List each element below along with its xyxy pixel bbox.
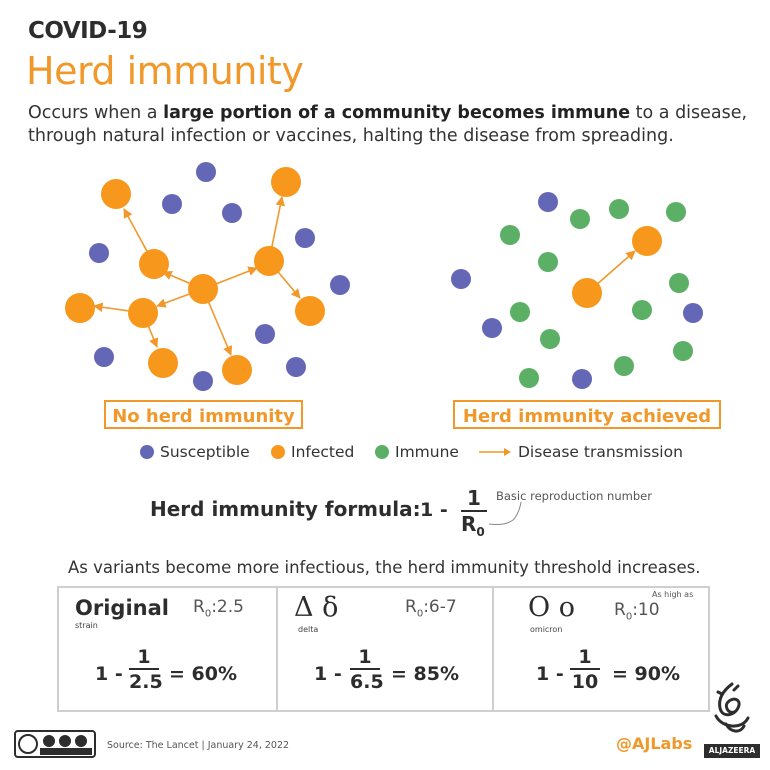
immune-node xyxy=(570,209,590,229)
legend-transmission: Disease transmission xyxy=(518,443,683,461)
susceptible-node xyxy=(89,243,109,263)
calc-fraction: $\frac{1}{10}$ xyxy=(571,646,599,693)
immune-node xyxy=(609,199,629,219)
susceptible-node xyxy=(286,357,306,377)
cc-icons xyxy=(16,732,94,756)
variant-subname: delta xyxy=(298,625,319,634)
calc-prefix: 1 - xyxy=(95,663,123,685)
calc-fraction: $\frac{1}{6.5}$ xyxy=(350,646,384,693)
susceptible-node xyxy=(196,162,216,182)
formula-label: Herd immunity formula: xyxy=(150,497,421,521)
r0-value: $R_0:2.5$ xyxy=(193,597,244,620)
description-pre: Occurs when a xyxy=(28,103,164,123)
variants-caption: As variants become more infectious, the herd immunity threshold increases. xyxy=(68,558,701,577)
immune-node xyxy=(632,300,652,320)
infected-node xyxy=(222,355,252,385)
formula-denominator xyxy=(461,512,485,539)
immune-node xyxy=(500,225,520,245)
susceptible-node xyxy=(94,347,114,367)
susceptible-node xyxy=(572,369,592,389)
formula-prefix: 1 - xyxy=(420,499,448,521)
infected-node xyxy=(139,249,169,279)
infected-node xyxy=(188,274,218,304)
transmission-arrow-icon xyxy=(478,445,512,459)
herd-immunity-formula xyxy=(150,486,680,540)
aljazeera-logo xyxy=(704,680,760,760)
legend-infected: Infected xyxy=(291,443,355,461)
legend-susceptible: Susceptible xyxy=(160,443,250,461)
infected-node xyxy=(148,348,178,378)
variant-subname: strain xyxy=(75,621,98,630)
susceptible-node xyxy=(330,275,350,295)
susceptible-node xyxy=(255,324,275,344)
susceptible-node xyxy=(162,194,182,214)
formula-r-sub: 0 xyxy=(476,525,485,539)
ajlabs-handle: @AJLabs xyxy=(616,734,693,753)
variant-name: Original xyxy=(75,596,169,620)
immune-node xyxy=(669,273,689,293)
calc-prefix: 1 - xyxy=(536,663,564,685)
immune-node xyxy=(666,202,686,222)
variants-table xyxy=(57,586,710,712)
as-high-as-note: As high as xyxy=(652,590,694,599)
infected-node xyxy=(254,246,284,276)
r0-value: $R_0:10$ xyxy=(614,600,660,623)
immune-node xyxy=(614,356,634,376)
infected-legend-dot xyxy=(271,445,285,459)
variant-name: O o xyxy=(528,592,575,623)
herd-immunity-network xyxy=(451,192,703,389)
immune-node xyxy=(510,302,530,322)
infected-node xyxy=(101,179,131,209)
no-herd-immunity-network xyxy=(65,162,350,391)
infected-node xyxy=(271,167,301,197)
source-note: Source: The Lancet | January 24, 2022 xyxy=(107,740,290,751)
formula-numerator: 1 xyxy=(461,486,487,512)
cc-license-badge xyxy=(14,730,96,758)
immune-node xyxy=(538,252,558,272)
aljazeera-logo-icon xyxy=(704,680,760,742)
immune-node xyxy=(519,368,539,388)
logo-wordmark: ALJAZEERA xyxy=(704,744,760,758)
description-bold: large portion of a community becomes immune xyxy=(163,103,631,123)
calc-fraction: $\frac{1}{2.5}$ xyxy=(129,646,163,693)
infected-node xyxy=(632,226,662,256)
variant-delta-cell xyxy=(276,588,494,710)
formula-r: R xyxy=(461,512,477,536)
immune-node xyxy=(540,329,560,349)
susceptible-node xyxy=(482,318,502,338)
page-title: Herd immunity xyxy=(26,49,304,93)
basic-reproduction-note: Basic reproduction number xyxy=(496,489,652,503)
r0-value: $R_0:6-7$ xyxy=(405,597,457,620)
legend-immune: Immune xyxy=(395,443,459,461)
calc-result: = 85% xyxy=(391,663,460,685)
infected-node xyxy=(128,298,158,328)
susceptible-node xyxy=(538,192,558,212)
variant-name: Δ δ xyxy=(294,592,339,623)
infected-node xyxy=(65,293,95,323)
annotation-connector xyxy=(485,500,575,528)
susceptible-legend-dot xyxy=(140,445,154,459)
description-post: to a disease, through natural infection or vaccines, halting the disease from spreading. xyxy=(28,103,748,146)
infected-node xyxy=(572,278,602,308)
variant-subname: omicron xyxy=(530,625,563,634)
herd-immunity-achieved-label: Herd immunity achieved xyxy=(453,400,721,429)
susceptible-node xyxy=(193,371,213,391)
susceptible-node xyxy=(451,269,471,289)
susceptible-node xyxy=(295,228,315,248)
variant-omicron-cell xyxy=(492,588,710,710)
immune-legend-dot xyxy=(375,445,389,459)
calc-result: = 90% xyxy=(612,663,681,685)
susceptible-node xyxy=(683,303,703,323)
legend xyxy=(140,440,700,464)
eyebrow-title: COVID-19 xyxy=(28,18,148,44)
calc-prefix: 1 - xyxy=(314,663,342,685)
no-herd-immunity-label: No herd immunity xyxy=(104,400,303,429)
immune-node xyxy=(673,341,693,361)
variant-original-cell xyxy=(59,588,276,710)
infected-node xyxy=(295,296,325,326)
susceptible-node xyxy=(222,203,242,223)
calc-result: = 60% xyxy=(169,663,238,685)
